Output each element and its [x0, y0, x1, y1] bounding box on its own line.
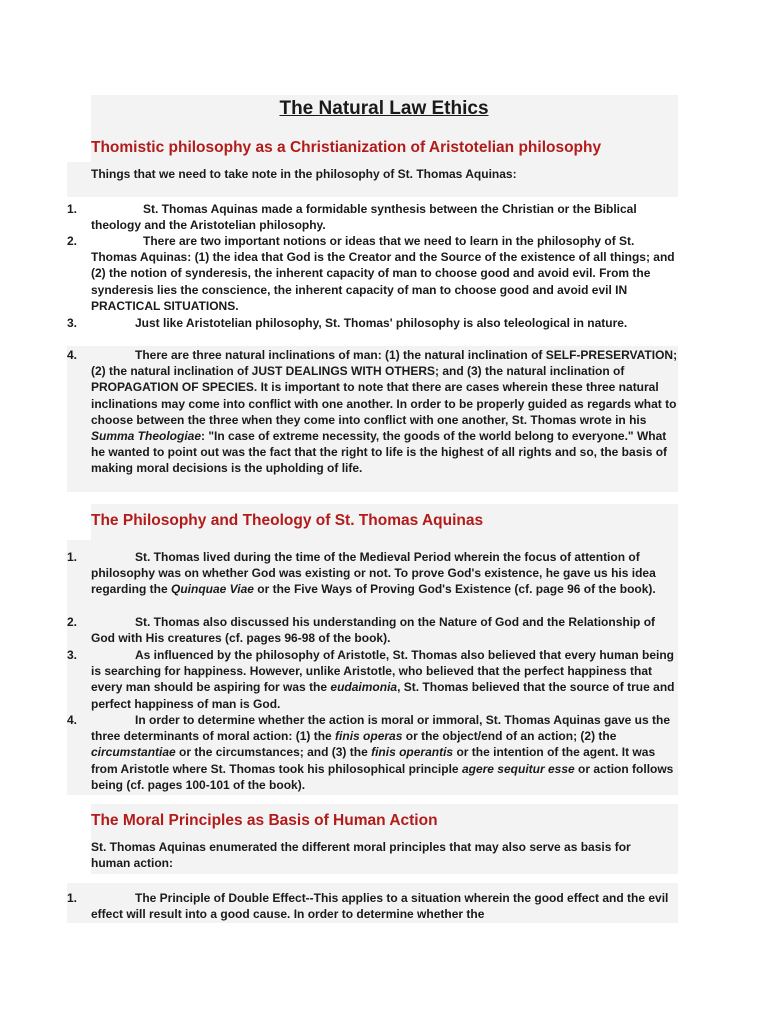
item-number: 4. — [67, 713, 78, 727]
item-number: 2. — [67, 615, 78, 629]
item-text: In order to determine whether the action is moral or immoral, St. Thomas Aquinas gave us the three determinants of moral action: (1) the — [91, 713, 670, 744]
item-text: ; and (3) the natural inclination of — [435, 364, 625, 379]
item-number: 2. — [67, 234, 78, 248]
item-text: ; (2) the natural inclination of — [91, 348, 678, 379]
item-text: or the Five Ways of Proving God's Existence (cf. page 96 of the book). — [253, 582, 656, 597]
list-item — [67, 347, 679, 477]
item-text: Just like Aristotelian philosophy, St. Thomas' philosophy is also teleological in nature. — [135, 316, 628, 330]
item-text: There are three natural inclinations of man: (1) the natural inclination of — [135, 348, 546, 362]
section-heading: The Moral Principles as Basis of Human Action — [91, 812, 438, 829]
item-italic: finis operas — [335, 729, 403, 744]
item-italic: agere sequitur esse — [461, 761, 575, 776]
section-intro: Things that we need to take note in the philosophy of St. Thomas Aquinas: — [91, 167, 517, 181]
item-emphasis: JUST DEALINGS WITH OTHERS — [251, 364, 436, 379]
page-title: The Natural Law Ethics — [279, 98, 489, 119]
item-italic: Quinquae Viae — [171, 582, 254, 597]
list-item — [67, 315, 679, 331]
item-text: or the circumstances; and (3) the — [175, 745, 372, 760]
item-text: St. Thomas also discussed his understanding on the Nature of God and the Relationship of God with His creatures (cf. pages 96-98 of the book). — [91, 615, 656, 646]
list-item — [67, 549, 679, 598]
item-text: St. Thomas Aquinas made a formidable synthesis between the Christian or the Biblical theology and the Aristotelian philosophy. — [91, 202, 637, 233]
list-item — [67, 233, 679, 314]
item-italic: eudaimonia — [330, 680, 398, 695]
item-emphasis: SELF-PRESERVATION — [545, 348, 674, 362]
item-text: The Principle of Double Effect--This applies to a situation wherein the good effect and the evil effect will result into a good cause. In order to determine whether the — [91, 891, 669, 922]
section-heading: Thomistic philosophy as a Christianization of Aristotelian philosophy — [91, 139, 602, 156]
list-item — [67, 647, 679, 712]
item-text: St. Thomas lived during the time of the Medieval Period wherein the focus of attention of philosophy was on whether God was existing or not. To prove God's existence, he gave us his idea regarding the — [91, 550, 656, 597]
section-intro: St. Thomas Aquinas enumerated the different moral principles that may also serve as basis for human action: — [91, 840, 631, 871]
item-text: or the object/end of an action; (2) the — [402, 729, 617, 744]
item-text: As influenced by the philosophy of Aristotle, St. Thomas also believed that every human being is searching for happiness. However, unlike Aristotle, who believed that the perfect happiness that every man should be aspiring for was the — [91, 648, 674, 695]
item-number: 1. — [67, 891, 78, 905]
item-text: . It is important to note that there are cases wherein these three natural inclinations may come into conflict with one another. In order to be properly guided as regards what to choose between the three when they come into conflict with one another, St. Thomas wrote in his — [91, 380, 677, 427]
item-emphasis: PROPAGATION OF SPECIES — [91, 380, 254, 395]
item-emphasis: IN PRACTICAL SITUATIONS — [91, 282, 628, 313]
list-item — [67, 890, 679, 922]
section-heading: The Philosophy and Theology of St. Thomas Aquinas — [91, 512, 484, 529]
list-item — [67, 614, 679, 646]
item-text: . — [235, 298, 239, 313]
item-text: , St. Thomas believed that the source of true and perfect happiness of man is God. — [91, 680, 675, 711]
item-number: 1. — [67, 550, 78, 564]
list-item — [67, 201, 679, 233]
item-italic: circumstantiae — [91, 745, 176, 760]
item-number: 3. — [67, 316, 78, 330]
item-number: 1. — [67, 202, 78, 216]
item-italic: finis operantis — [371, 745, 454, 760]
item-number: 4. — [67, 348, 78, 362]
item-text: or action follows being (cf. pages 100-101 of the book). — [91, 761, 674, 792]
item-italic: Summa Theologiae — [91, 429, 202, 444]
list-item — [67, 712, 679, 793]
item-text: or the intention of the agent. It was from Aristotle where St. Thomas took his philosophical principle — [91, 745, 656, 776]
item-text: : "In case of extreme necessity, the goods of the world belong to everyone." What he wanted to point out was the fact that the right to life is the highest of all rights and so, the basis of making moral decisions is the upholding of life. — [91, 429, 668, 476]
item-text: There are two important notions or ideas that we need to learn in the philosophy of St. Thomas Aquinas: (1) the idea that God is the Creator and the Source of the existence of all things; and (2) the notion of synderesis, the inherent capacity of man to choose good and avoid evil. From the synderesis lies the conscience, the inherent capacity of man to choose good and avoid evil — [91, 234, 675, 297]
item-number: 3. — [67, 648, 78, 662]
